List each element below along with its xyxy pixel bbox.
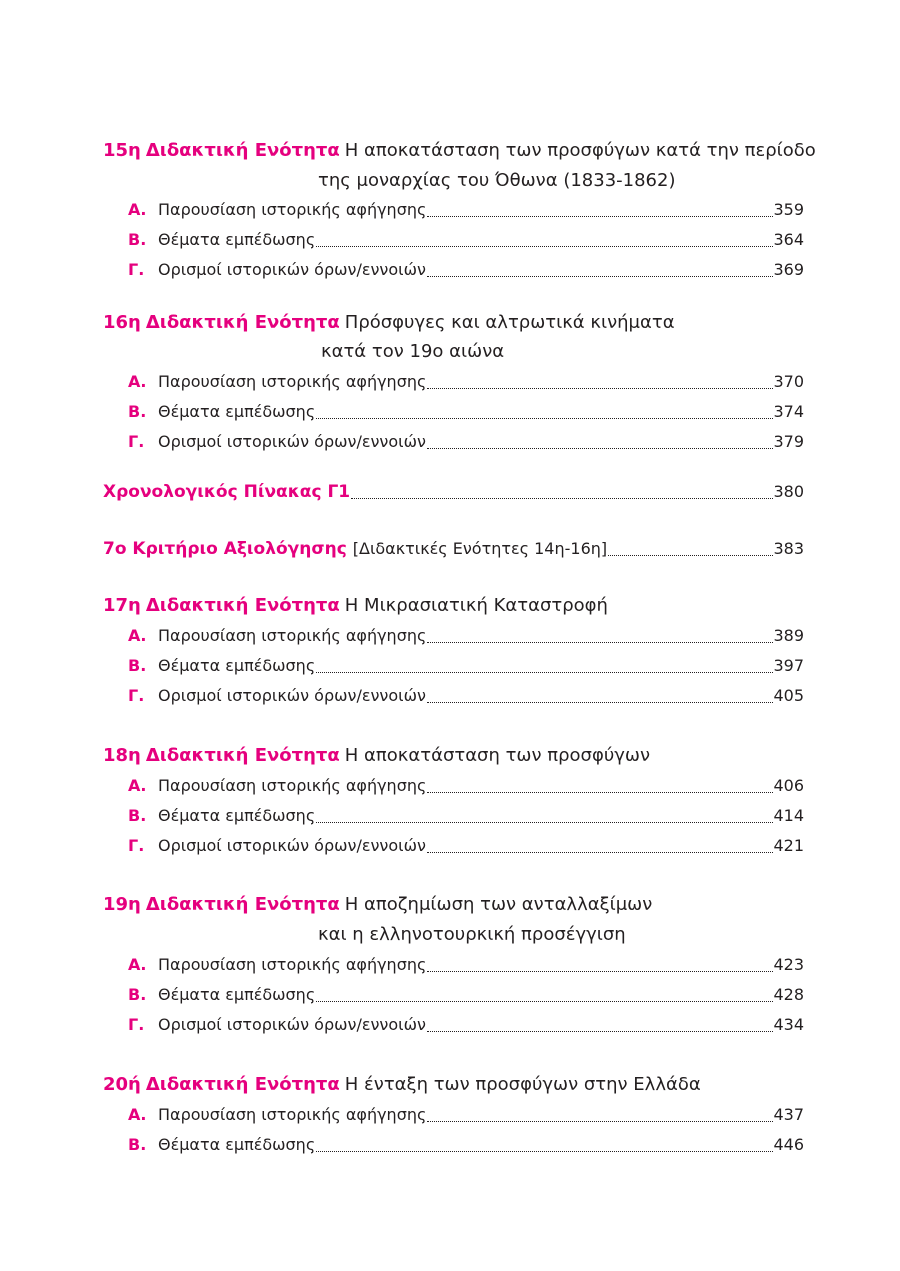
unit-title-continuation <box>0 920 900 950</box>
unit-title: Η ένταξη των προσφύγων στην Ελλάδα <box>344 1074 701 1095</box>
toc-entry[interactable] <box>0 1010 900 1040</box>
unit-number: 18η <box>103 745 141 766</box>
dot-leader <box>608 554 773 556</box>
dot-leader <box>427 1120 773 1122</box>
page-number: 374 <box>773 397 804 427</box>
page-number: 446 <box>773 1130 804 1160</box>
page-number: 423 <box>773 950 804 980</box>
assessment-text: [Διδακτικές Ενότητες 14η-16η] <box>352 539 608 558</box>
unit-label: Διδακτική Ενότητα <box>145 595 340 616</box>
dot-leader <box>351 497 773 499</box>
dot-leader <box>427 970 773 972</box>
entry-letter: Β. <box>128 402 147 421</box>
unit-label: Διδακτική Ενότητα <box>145 894 340 915</box>
unit-title-cont-text: και η ελληνοτουρκική προσέγγιση <box>318 924 626 945</box>
entry-text: Ορισμοί ιστορικών όρων/εννοιών <box>158 255 427 285</box>
unit-heading-text <box>103 890 652 920</box>
entry-text: Παρουσίαση ιστορικής αφήγησης <box>158 771 427 801</box>
unit-heading[interactable] <box>0 591 900 621</box>
toc-entry[interactable] <box>0 651 900 681</box>
page-number: 406 <box>773 771 804 801</box>
unit-title: Η αποζημίωση των ανταλλαξίμων <box>344 894 653 915</box>
unit-label: Διδακτική Ενότητα <box>145 312 340 333</box>
unit-title-cont-text: της μοναρχίας του Όθωνα (1833-1862) <box>318 170 676 191</box>
unit-number: 19η <box>103 894 141 915</box>
dot-leader <box>427 791 773 793</box>
page-number: 421 <box>773 831 804 861</box>
entry-text: Παρουσίαση ιστορικής αφήγησης <box>158 950 427 980</box>
unit-number: 20ή <box>103 1074 141 1095</box>
chronology-label: Χρονολογικός Πίνακας Γ1 <box>103 482 351 502</box>
page-number: 364 <box>773 225 804 255</box>
unit-heading[interactable] <box>0 308 900 338</box>
page-number: 383 <box>773 534 804 564</box>
toc-entry[interactable] <box>0 195 900 225</box>
toc-entry[interactable] <box>0 950 900 980</box>
entry-text: Θέματα εμπέδωσης <box>158 651 316 681</box>
page-number: 405 <box>773 681 804 711</box>
unit-title: Η Μικρασιατική Καταστροφή <box>344 595 608 616</box>
entry-text: Ορισμοί ιστορικών όρων/εννοιών <box>158 1010 427 1040</box>
toc-entry[interactable] <box>0 980 900 1010</box>
entry-letter: Β. <box>128 230 147 249</box>
toc-entry[interactable] <box>0 367 900 397</box>
entry-text: Ορισμοί ιστορικών όρων/εννοιών <box>158 427 427 457</box>
unit-title-continuation <box>0 166 900 196</box>
entry-text: Παρουσίαση ιστορικής αφήγησης <box>158 621 427 651</box>
page-number: 414 <box>773 801 804 831</box>
entry-letter: Α. <box>128 776 147 795</box>
toc-entry-assessment[interactable] <box>0 534 900 564</box>
dot-leader <box>427 701 773 703</box>
unit-label: Διδακτική Ενότητα <box>145 1074 340 1095</box>
unit-number: 15η <box>103 140 141 161</box>
toc-entry[interactable] <box>0 771 900 801</box>
dot-leader <box>427 387 773 389</box>
toc-entry-chronology[interactable] <box>0 477 900 507</box>
toc-entry[interactable] <box>0 1100 900 1130</box>
page-number: 370 <box>773 367 804 397</box>
page-number: 437 <box>773 1100 804 1130</box>
unit-title: Η αποκατάσταση των προσφύγων κατά την περίοδο <box>344 140 816 161</box>
entry-text: Θέματα εμπέδωσης <box>158 225 316 255</box>
unit-title: Πρόσφυγες και αλτρωτικά κινήματα <box>344 312 675 333</box>
unit-title-continuation <box>0 337 900 367</box>
unit-heading[interactable] <box>0 136 900 166</box>
page-number: 379 <box>773 427 804 457</box>
toc-entry[interactable] <box>0 427 900 457</box>
toc-entry[interactable] <box>0 801 900 831</box>
entry-letter: Β. <box>128 806 147 825</box>
toc-entry[interactable] <box>0 225 900 255</box>
entry-letter: Γ. <box>128 686 145 705</box>
entry-text: Θέματα εμπέδωσης <box>158 801 316 831</box>
entry-letter: Γ. <box>128 432 145 451</box>
unit-number: 16η <box>103 312 141 333</box>
entry-letter: Α. <box>128 955 147 974</box>
assessment-label: 7ο Κριτήριο Αξιολόγησης <box>103 539 347 559</box>
entry-text: Ορισμοί ιστορικών όρων/εννοιών <box>158 831 427 861</box>
dot-leader <box>316 1150 773 1152</box>
entry-letter: Α. <box>128 372 147 391</box>
page-number: 397 <box>773 651 804 681</box>
page-number: 369 <box>773 255 804 285</box>
entry-text: Θέματα εμπέδωσης <box>158 397 316 427</box>
unit-heading-text <box>103 591 608 621</box>
entry-letter: Α. <box>128 626 147 645</box>
dot-leader <box>427 1030 773 1032</box>
entry-letter: Γ. <box>128 1015 145 1034</box>
entry-letter: Β. <box>128 656 147 675</box>
entry-text: Θέματα εμπέδωσης <box>158 1130 316 1160</box>
unit-label: Διδακτική Ενότητα <box>145 745 340 766</box>
dot-leader <box>316 1000 773 1002</box>
toc-entry[interactable] <box>0 831 900 861</box>
dot-leader <box>427 275 773 277</box>
unit-title-cont-text: κατά τον 19ο αιώνα <box>321 341 505 362</box>
entry-text: Παρουσίαση ιστορικής αφήγησης <box>158 195 427 225</box>
entry-letter: Α. <box>128 200 147 219</box>
dot-leader <box>427 447 773 449</box>
entry-letter: Γ. <box>128 260 145 279</box>
page-number: 428 <box>773 980 804 1010</box>
dot-leader <box>316 821 773 823</box>
unit-heading-text <box>103 136 816 166</box>
unit-heading-text <box>103 741 650 771</box>
unit-number: 17η <box>103 595 141 616</box>
dot-leader <box>427 851 773 853</box>
entry-text: Παρουσίαση ιστορικής αφήγησης <box>158 367 427 397</box>
toc-entry[interactable] <box>0 397 900 427</box>
entry-letter: Γ. <box>128 836 145 855</box>
dot-leader <box>316 245 773 247</box>
dot-leader <box>427 641 773 643</box>
page-number: 359 <box>773 195 804 225</box>
unit-heading[interactable] <box>0 1070 900 1100</box>
toc-entry[interactable] <box>0 621 900 651</box>
entry-text: Θέματα εμπέδωσης <box>158 980 316 1010</box>
entry-letter: Β. <box>128 985 147 1004</box>
unit-heading-text <box>103 1070 701 1100</box>
unit-heading[interactable] <box>0 741 900 771</box>
entry-text: Ορισμοί ιστορικών όρων/εννοιών <box>158 681 427 711</box>
dot-leader <box>427 215 773 217</box>
toc-entry[interactable] <box>0 255 900 285</box>
chronology-label-wrap <box>103 477 351 507</box>
page-number: 380 <box>773 477 804 507</box>
entry-letter: Α. <box>128 1105 147 1124</box>
dot-leader <box>316 417 773 419</box>
toc-entry[interactable] <box>0 1130 900 1160</box>
page-number: 389 <box>773 621 804 651</box>
toc-entry[interactable] <box>0 681 900 711</box>
entry-letter: Β. <box>128 1135 147 1154</box>
unit-heading-text <box>103 308 675 338</box>
entry-text: Παρουσίαση ιστορικής αφήγησης <box>158 1100 427 1130</box>
dot-leader <box>316 671 773 673</box>
unit-label: Διδακτική Ενότητα <box>145 140 340 161</box>
page-number: 434 <box>773 1010 804 1040</box>
unit-heading[interactable] <box>0 890 900 920</box>
unit-title: Η αποκατάσταση των προσφύγων <box>344 745 651 766</box>
assessment-label-wrap <box>103 534 608 564</box>
